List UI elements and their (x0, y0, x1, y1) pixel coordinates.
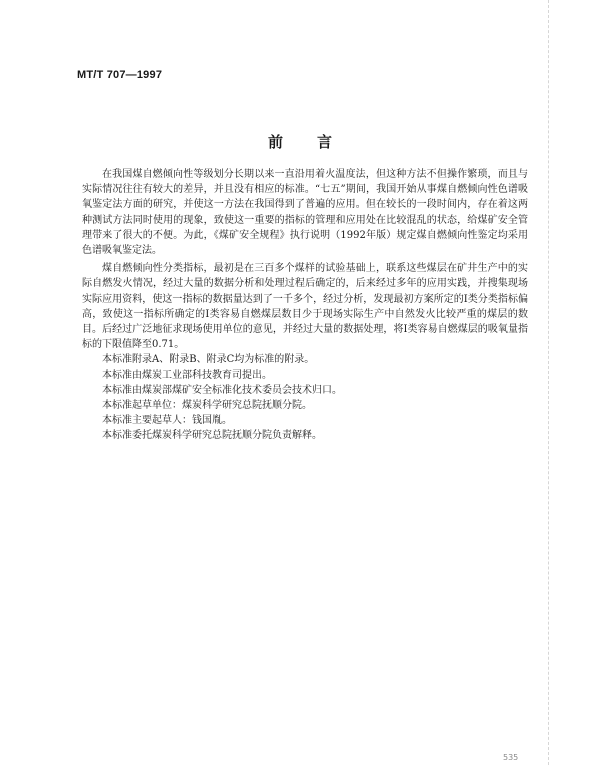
paragraph-drafting-unit: 本标准起草单位：煤炭科学研究总院抚顺分院。 (102, 400, 312, 412)
foreword-body (82, 167, 528, 444)
paragraph-classification: 煤自燃倾向性分类指标，最初是在三百多个煤样的试验基础上，联系这些煤层在矿井生产中的实际自燃发火情况，经过大量的数据分析和处理过程后确定的，后来经过多年的应用实践，并搜集现场实际应用资料，使这一指标的数据量达到了一千多个，经过分析，发现最初方案所定的Ⅰ类分类指标偏高，致使这一指标所确定的Ⅰ类容易自燃煤层数目少于现场实际生产中自然发火比较严重的煤层的数目。后经过广泛地征求现场使用单位的意见，并经过大量的数据处理，将Ⅰ类容易自燃煤层的吸氧量指标的下限值降至0.71。 (82, 263, 528, 351)
standard-code: MT/T 707—1997 (77, 69, 163, 81)
paragraph-background: 在我国煤自燃倾向性等级划分长期以来一直沿用着火温度法，但这种方法不但操作繁琐，而且与实际情况往往有较大的差异，并且没有相应的标准。“七五”期间，我国开始从事煤自燃倾向性色谱吸氧鉴定法方面的研究，并使这一方法在我国得到了普遍的应用。但在较长的一段时间内，存在着这两种测试方法同时使用的现象，致使这一重要的指标的管理和应用处在比较混乱的状态，给煤矿安全管理带来了很大的不便。为此，《煤矿安全规程》执行说明（1992年版）规定煤自燃倾向性鉴定均采用色谱吸氧鉴定法。 (82, 169, 528, 257)
paragraph-committee: 本标准由煤炭部煤矿安全标准化技术委员会技术归口。 (102, 384, 342, 396)
paragraph-proposer: 本标准由煤炭工业部科技教育司提出。 (102, 369, 272, 381)
page-number: 535 (503, 753, 519, 762)
paragraph-interpretation: 本标准委托煤炭科学研究总院抚顺分院负责解释。 (102, 430, 322, 442)
paragraph-drafter: 本标准主要起草人：钱国胤。 (102, 415, 232, 427)
page-title: 前言 (267, 133, 366, 151)
paragraph-appendix-note: 本标准附录A、附录B、附录C均为标准的附录。 (102, 354, 315, 366)
scan-edge-line (548, 0, 553, 765)
